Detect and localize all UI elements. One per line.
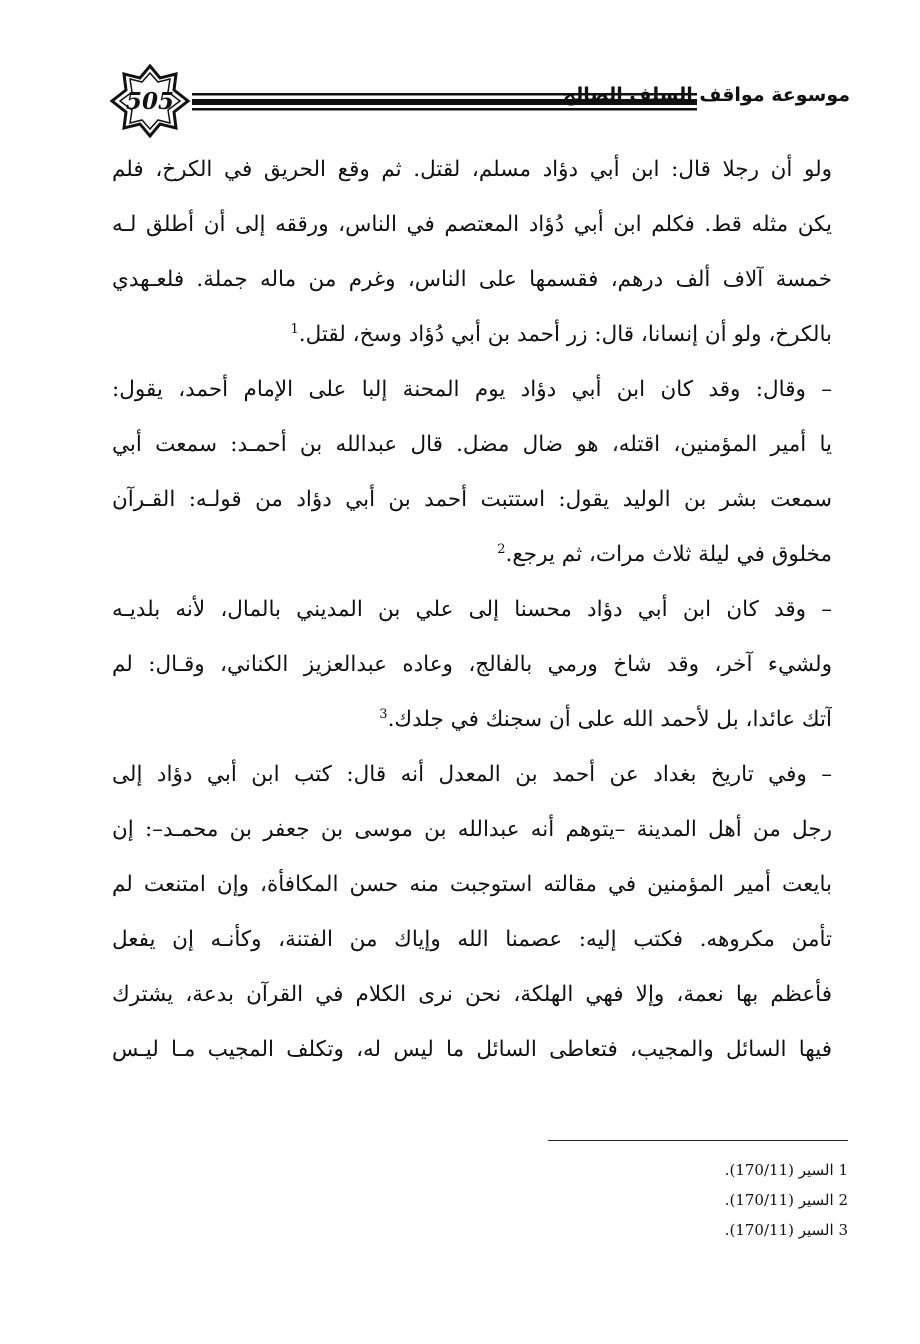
footnote-text: السير (170/11).: [724, 1191, 834, 1209]
footnote-text: السير (170/11).: [724, 1161, 834, 1179]
text-line: بالكرخ، ولو أن إنسانا، قال: زر أحمد بن أبي دُؤاد وسخ، لقتل.$^1$: [290, 321, 832, 347]
text-line: يا أمير المؤمنين، اقتله، هو ضال مضل. قال عبدالله بن أحمـد: سمعت أبي: [112, 432, 832, 457]
text-line: يكن مثله قط. فكلم ابن أبي دُؤاد المعتصم في الناس، ورققه إلى أن أطلق لـه: [112, 212, 832, 237]
footnote-separator: [548, 1140, 848, 1141]
footnote-reference: 2: [497, 541, 506, 557]
text-line: بايعت أمير المؤمنين في مقالته استوجبت منه حسن المكافأة، وإن امتنعت لم: [112, 872, 832, 897]
footnote-number: 1: [838, 1161, 848, 1179]
footnotes: [548, 1155, 848, 1245]
text-line: سمعت بشر بن الوليد يقول: استتبت أحمد بن أبي دؤاد من قولـه: القـرآن: [112, 487, 832, 512]
text-line: – وقد كان ابن أبي دؤاد محسنا إلى علي بن المديني بالمال، لأنه بلديـه: [112, 597, 832, 622]
footnote: [548, 1185, 848, 1215]
text-line: – وقال: وقد كان ابن أبي دؤاد يوم المحنة إلبا على الإمام أحمد، يقول:: [112, 377, 832, 402]
text-line: ولو أن رجلا قال: ابن أبي دؤاد مسلم، لقتل. ثم وقع الحريق في الكرخ، فلم: [112, 157, 832, 182]
footnote-text: السير (170/11).: [724, 1221, 834, 1239]
page-number-badge: [108, 64, 192, 138]
footnote-number: 3: [838, 1221, 848, 1239]
text-line: ولشيء آخر، وقد شاخ ورمي بالفالج، وعاده عبدالعزيز الكناني، وقـال: لم: [112, 652, 832, 677]
text-line: فأعظم بها نعمة، وإلا فهي الهلكة، نحن نرى الكلام في القرآن بدعة، يشترك: [112, 982, 832, 1007]
footnote: [548, 1155, 848, 1185]
text-line: رجل من أهل المدينة –يتوهم أنه عبدالله بن موسى بن جعفر بن محمـد–: إن: [112, 817, 832, 842]
footnote-number: 2: [838, 1191, 848, 1209]
footnote-reference: 1: [290, 321, 299, 337]
text-line: آتك عائدا، بل لأحمد الله على أن سجنك في جلدك.$^3$: [379, 706, 832, 732]
text-line: مخلوق في ليلة ثلاث مرات، ثم يرجع.$^2$: [497, 541, 832, 567]
body-text: [112, 142, 832, 1077]
text-line: فيها السائل والمجيب، فتعاطى السائل ما ليس له، وتكلف المجيب مـا ليـس: [112, 1037, 832, 1062]
text-line: تأمن مكروهه. فكتب إليه: عصمنا الله وإياك من الفتنة، وكأنـه إن يفعل: [112, 927, 832, 952]
footnote-reference: 3: [379, 706, 388, 722]
page-number: 505: [125, 87, 174, 115]
footnote: [548, 1215, 848, 1245]
book-title: موسوعة مواقف السلف الصالح: [562, 84, 850, 106]
page-header: [100, 62, 850, 142]
text-line: خمسة آلاف ألف درهم، فقسمها على الناس، وغرم من ماله جملة. فلعـهدي: [112, 267, 832, 292]
text-line: – وفي تاريخ بغداد عن أحمد بن المعدل أنه قال: كتب ابن أبي دؤاد إلى: [112, 762, 832, 787]
